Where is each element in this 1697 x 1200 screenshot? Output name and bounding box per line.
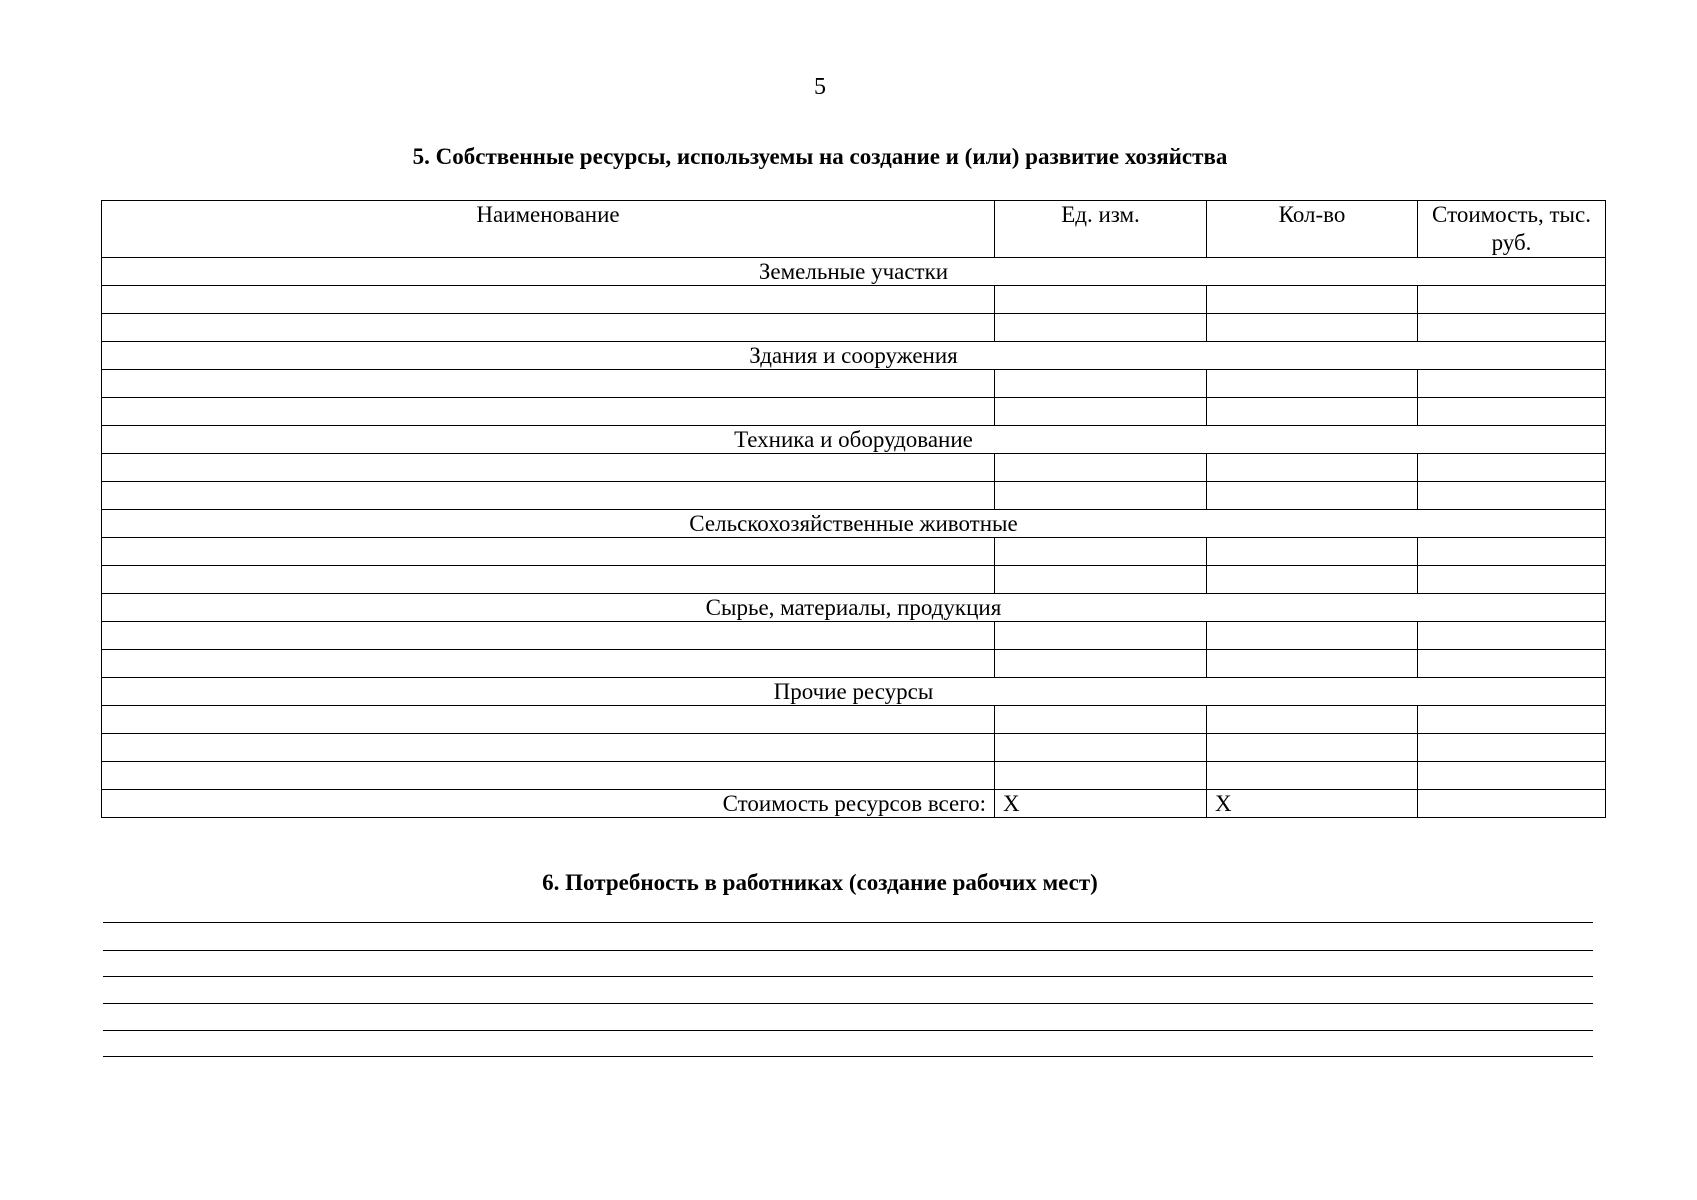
category-row: [102, 342, 1606, 370]
category-label: Земельные участки: [102, 258, 1606, 286]
table-row: [102, 398, 1606, 426]
category-label: Сельскохозяйственные животные: [102, 510, 1606, 538]
table-row: [102, 650, 1606, 678]
qty-cell[interactable]: [1207, 734, 1418, 762]
unit-cell[interactable]: [995, 706, 1207, 734]
cost-cell[interactable]: [1418, 314, 1606, 342]
name-cell[interactable]: [102, 734, 995, 762]
total-qty-cell: X: [1207, 790, 1418, 818]
unit-cell[interactable]: [995, 762, 1207, 790]
category-row: [102, 426, 1606, 454]
table-row: [102, 454, 1606, 482]
cost-cell[interactable]: [1418, 286, 1606, 314]
total-label: Стоимость ресурсов всего:: [102, 790, 995, 818]
unit-cell[interactable]: [995, 370, 1207, 398]
name-cell[interactable]: [102, 650, 995, 678]
total-cost-cell[interactable]: [1418, 790, 1606, 818]
qty-cell[interactable]: [1207, 706, 1418, 734]
table-row: [102, 314, 1606, 342]
table-row: [102, 482, 1606, 510]
table-row: [102, 622, 1606, 650]
cost-cell[interactable]: [1418, 734, 1606, 762]
col-header-cost: Стоимость, тыс. руб.: [1418, 201, 1606, 258]
name-cell[interactable]: [102, 314, 995, 342]
name-cell[interactable]: [102, 398, 995, 426]
col-header-name: Наименование: [102, 201, 995, 258]
unit-cell[interactable]: [995, 622, 1207, 650]
cost-cell[interactable]: [1418, 622, 1606, 650]
total-row: [102, 790, 1606, 818]
fill-line[interactable]: [103, 951, 1593, 978]
qty-cell[interactable]: [1207, 538, 1418, 566]
table-row: [102, 762, 1606, 790]
name-cell[interactable]: [102, 482, 995, 510]
cost-cell[interactable]: [1418, 370, 1606, 398]
category-label: Техника и оборудование: [102, 426, 1606, 454]
name-cell[interactable]: [102, 370, 995, 398]
category-row: [102, 258, 1606, 286]
cost-cell[interactable]: [1418, 762, 1606, 790]
qty-cell[interactable]: [1207, 762, 1418, 790]
qty-cell[interactable]: [1207, 622, 1418, 650]
table-row: [102, 538, 1606, 566]
cost-cell[interactable]: [1418, 566, 1606, 594]
fill-line[interactable]: [103, 977, 1593, 1004]
unit-cell[interactable]: [995, 314, 1207, 342]
total-unit-cell: X: [995, 790, 1207, 818]
qty-cell[interactable]: [1207, 314, 1418, 342]
category-row: [102, 510, 1606, 538]
unit-cell[interactable]: [995, 566, 1207, 594]
unit-cell[interactable]: [995, 454, 1207, 482]
qty-cell[interactable]: [1207, 566, 1418, 594]
section-6-title: 6. Потребность в работниках (создание рабочих мест): [542, 870, 1098, 895]
qty-cell[interactable]: [1207, 370, 1418, 398]
cost-cell[interactable]: [1418, 538, 1606, 566]
unit-cell[interactable]: [995, 482, 1207, 510]
qty-cell[interactable]: [1207, 286, 1418, 314]
page-number: 5: [814, 74, 826, 100]
table-header-row: [102, 201, 1606, 258]
table-row: [102, 286, 1606, 314]
fill-line[interactable]: [103, 924, 1593, 951]
workers-fill-lines: [103, 922, 1593, 1057]
qty-cell[interactable]: [1207, 650, 1418, 678]
cost-cell[interactable]: [1418, 706, 1606, 734]
category-row: [102, 678, 1606, 706]
qty-cell[interactable]: [1207, 454, 1418, 482]
qty-cell[interactable]: [1207, 398, 1418, 426]
table-row: [102, 370, 1606, 398]
table-row: [102, 706, 1606, 734]
category-label: Сырье, материалы, продукция: [102, 594, 1606, 622]
name-cell[interactable]: [102, 286, 995, 314]
unit-cell[interactable]: [995, 398, 1207, 426]
fill-line[interactable]: [103, 1004, 1593, 1031]
cost-cell[interactable]: [1418, 482, 1606, 510]
category-label: Прочие ресурсы: [102, 678, 1606, 706]
col-header-unit: Ед. изм.: [995, 201, 1207, 258]
qty-cell[interactable]: [1207, 482, 1418, 510]
name-cell[interactable]: [102, 566, 995, 594]
unit-cell[interactable]: [995, 286, 1207, 314]
table-row: [102, 566, 1606, 594]
table-row: [102, 734, 1606, 762]
category-row: [102, 594, 1606, 622]
name-cell[interactable]: [102, 762, 995, 790]
section-5-title: 5. Собственные ресурсы, используемы на создание и (или) развитие хозяйства: [412, 144, 1228, 169]
unit-cell[interactable]: [995, 734, 1207, 762]
category-label: Здания и сооружения: [102, 342, 1606, 370]
name-cell[interactable]: [102, 538, 995, 566]
unit-cell[interactable]: [995, 538, 1207, 566]
resources-table: [101, 200, 1606, 818]
cost-cell[interactable]: [1418, 454, 1606, 482]
name-cell[interactable]: [102, 622, 995, 650]
cost-cell[interactable]: [1418, 398, 1606, 426]
col-header-qty: Кол-во: [1207, 201, 1418, 258]
name-cell[interactable]: [102, 454, 995, 482]
cost-cell[interactable]: [1418, 650, 1606, 678]
name-cell[interactable]: [102, 706, 995, 734]
resources-table-body: [102, 258, 1606, 818]
fill-line[interactable]: [103, 1031, 1593, 1058]
unit-cell[interactable]: [995, 650, 1207, 678]
